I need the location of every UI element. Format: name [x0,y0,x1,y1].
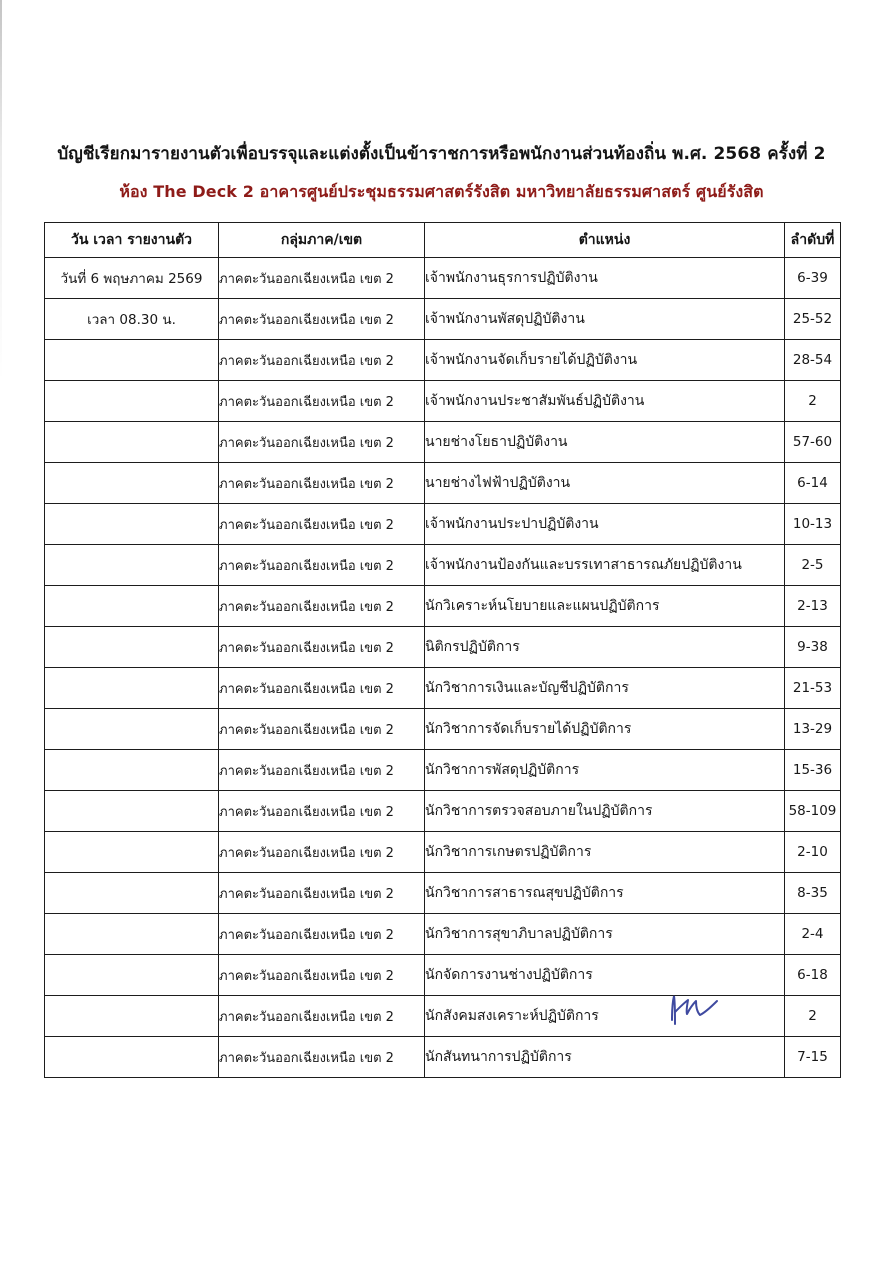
cell-region-group: ภาคตะวันออกเฉียงเหนือ เขต 2 [219,545,425,586]
cell-report-datetime [45,627,219,668]
cell-region-group: ภาคตะวันออกเฉียงเหนือ เขต 2 [219,832,425,873]
cell-order-number: 28-54 [785,340,841,381]
document-title: บัญชีเรียกมารายงานตัวเพื่อบรรจุและแต่งตั้งเป็นข้าราชการหรือพนักงานส่วนท้องถิ่น พ.ศ. 2568 ครั้งที่ 2 [57,144,826,164]
cell-position-name: นักวิชาการจัดเก็บรายได้ปฏิบัติการ [425,709,785,750]
roster-table [44,222,841,1078]
table-row [45,627,841,668]
document-subtitle-venue: ห้อง The Deck 2 อาคารศูนย์ประชุมธรรมศาสตร์รังสิต มหาวิทยาลัยธรรมศาสตร์ ศูนย์รังสิต [119,182,764,201]
cell-region-group: ภาคตะวันออกเฉียงเหนือ เขต 2 [219,258,425,299]
cell-position-name: นักวิชาการเกษตรปฏิบัติการ [425,832,785,873]
column-header-group: กลุ่มภาค/เขต [219,223,425,258]
cell-report-datetime [45,914,219,955]
cell-region-group: ภาคตะวันออกเฉียงเหนือ เขต 2 [219,996,425,1037]
cell-report-datetime [45,832,219,873]
cell-position-name: นายช่างไฟฟ้าปฏิบัติงาน [425,463,785,504]
table-row [45,873,841,914]
cell-position-name: นักวิชาการสาธารณสุขปฏิบัติการ [425,873,785,914]
roster-table-container [44,222,840,1078]
cell-position-name: นักวิชาการพัสดุปฏิบัติการ [425,750,785,791]
table-row [45,381,841,422]
column-header-date: วัน เวลา รายงานตัว [45,223,219,258]
cell-region-group: ภาคตะวันออกเฉียงเหนือ เขต 2 [219,955,425,996]
cell-position-name: นักจัดการงานช่างปฏิบัติการ [425,955,785,996]
cell-order-number: 6-18 [785,955,841,996]
cell-report-datetime [45,750,219,791]
cell-report-datetime [45,504,219,545]
cell-order-number: 2-5 [785,545,841,586]
cell-report-datetime: วันที่ 6 พฤษภาคม 2569 [45,258,219,299]
cell-order-number: 2 [785,381,841,422]
table-row [45,955,841,996]
cell-region-group: ภาคตะวันออกเฉียงเหนือ เขต 2 [219,750,425,791]
cell-position-name: เจ้าพนักงานประชาสัมพันธ์ปฏิบัติงาน [425,381,785,422]
cell-report-datetime [45,422,219,463]
cell-report-datetime [45,1037,219,1078]
table-header-row [45,223,841,258]
table-row [45,299,841,340]
cell-order-number: 2-4 [785,914,841,955]
cell-position-name: เจ้าพนักงานป้องกันและบรรเทาสาธารณภัยปฏิบัติงาน [425,545,785,586]
table-row [45,750,841,791]
table-row [45,545,841,586]
cell-order-number: 13-29 [785,709,841,750]
table-row [45,996,841,1037]
cell-position-name: เจ้าพนักงานธุรการปฏิบัติงาน [425,258,785,299]
cell-report-datetime [45,340,219,381]
cell-region-group: ภาคตะวันออกเฉียงเหนือ เขต 2 [219,709,425,750]
table-header [45,223,841,258]
cell-order-number: 2-13 [785,586,841,627]
cell-position-name: นักวิชาการตรวจสอบภายในปฏิบัติการ [425,791,785,832]
cell-report-datetime [45,586,219,627]
cell-region-group: ภาคตะวันออกเฉียงเหนือ เขต 2 [219,586,425,627]
cell-report-datetime [45,791,219,832]
cell-position-name: นักสันทนาการปฏิบัติการ [425,1037,785,1078]
cell-region-group: ภาคตะวันออกเฉียงเหนือ เขต 2 [219,791,425,832]
cell-position-name: เจ้าพนักงานประปาปฏิบัติงาน [425,504,785,545]
cell-report-datetime [45,955,219,996]
column-header-order: ลำดับที่ [785,223,841,258]
cell-order-number: 57-60 [785,422,841,463]
cell-order-number: 2-10 [785,832,841,873]
cell-report-datetime [45,873,219,914]
cell-report-datetime [45,709,219,750]
table-row [45,668,841,709]
cell-region-group: ภาคตะวันออกเฉียงเหนือ เขต 2 [219,299,425,340]
cell-region-group: ภาคตะวันออกเฉียงเหนือ เขต 2 [219,873,425,914]
table-row [45,340,841,381]
cell-order-number: 6-39 [785,258,841,299]
cell-order-number: 10-13 [785,504,841,545]
cell-report-datetime [45,668,219,709]
cell-order-number: 25-52 [785,299,841,340]
cell-order-number: 2 [785,996,841,1037]
table-body [45,258,841,1078]
table-row [45,914,841,955]
table-row [45,422,841,463]
cell-report-datetime: เวลา 08.30 น. [45,299,219,340]
cell-order-number: 7-15 [785,1037,841,1078]
cell-report-datetime [45,381,219,422]
cell-region-group: ภาคตะวันออกเฉียงเหนือ เขต 2 [219,504,425,545]
table-row [45,709,841,750]
cell-position-name: เจ้าพนักงานจัดเก็บรายได้ปฏิบัติงาน [425,340,785,381]
cell-position-name: นักวิชาการเงินและบัญชีปฏิบัติการ [425,668,785,709]
table-row [45,832,841,873]
cell-region-group: ภาคตะวันออกเฉียงเหนือ เขต 2 [219,1037,425,1078]
cell-position-name: นักวิเคราะห์นโยบายและแผนปฏิบัติการ [425,586,785,627]
cell-order-number: 6-14 [785,463,841,504]
table-row [45,463,841,504]
table-row [45,258,841,299]
cell-order-number: 9-38 [785,627,841,668]
cell-region-group: ภาคตะวันออกเฉียงเหนือ เขต 2 [219,422,425,463]
cell-region-group: ภาคตะวันออกเฉียงเหนือ เขต 2 [219,463,425,504]
table-row [45,504,841,545]
table-row [45,791,841,832]
cell-order-number: 58-109 [785,791,841,832]
cell-region-group: ภาคตะวันออกเฉียงเหนือ เขต 2 [219,381,425,422]
cell-position-name: นายช่างโยธาปฏิบัติงาน [425,422,785,463]
column-header-position: ตำแหน่ง [425,223,785,258]
cell-position-name: เจ้าพนักงานพัสดุปฏิบัติงาน [425,299,785,340]
table-row [45,586,841,627]
cell-report-datetime [45,545,219,586]
table-row [45,1037,841,1078]
cell-position-name: นักวิชาการสุขาภิบาลปฏิบัติการ [425,914,785,955]
cell-report-datetime [45,996,219,1037]
cell-region-group: ภาคตะวันออกเฉียงเหนือ เขต 2 [219,668,425,709]
cell-position-name: นิติกรปฏิบัติการ [425,627,785,668]
cell-region-group: ภาคตะวันออกเฉียงเหนือ เขต 2 [219,914,425,955]
cell-order-number: 15-36 [785,750,841,791]
cell-order-number: 8-35 [785,873,841,914]
cell-region-group: ภาคตะวันออกเฉียงเหนือ เขต 2 [219,340,425,381]
cell-position-name: นักสังคมสงเคราะห์ปฏิบัติการ [425,996,785,1037]
cell-report-datetime [45,463,219,504]
cell-region-group: ภาคตะวันออกเฉียงเหนือ เขต 2 [219,627,425,668]
cell-order-number: 21-53 [785,668,841,709]
